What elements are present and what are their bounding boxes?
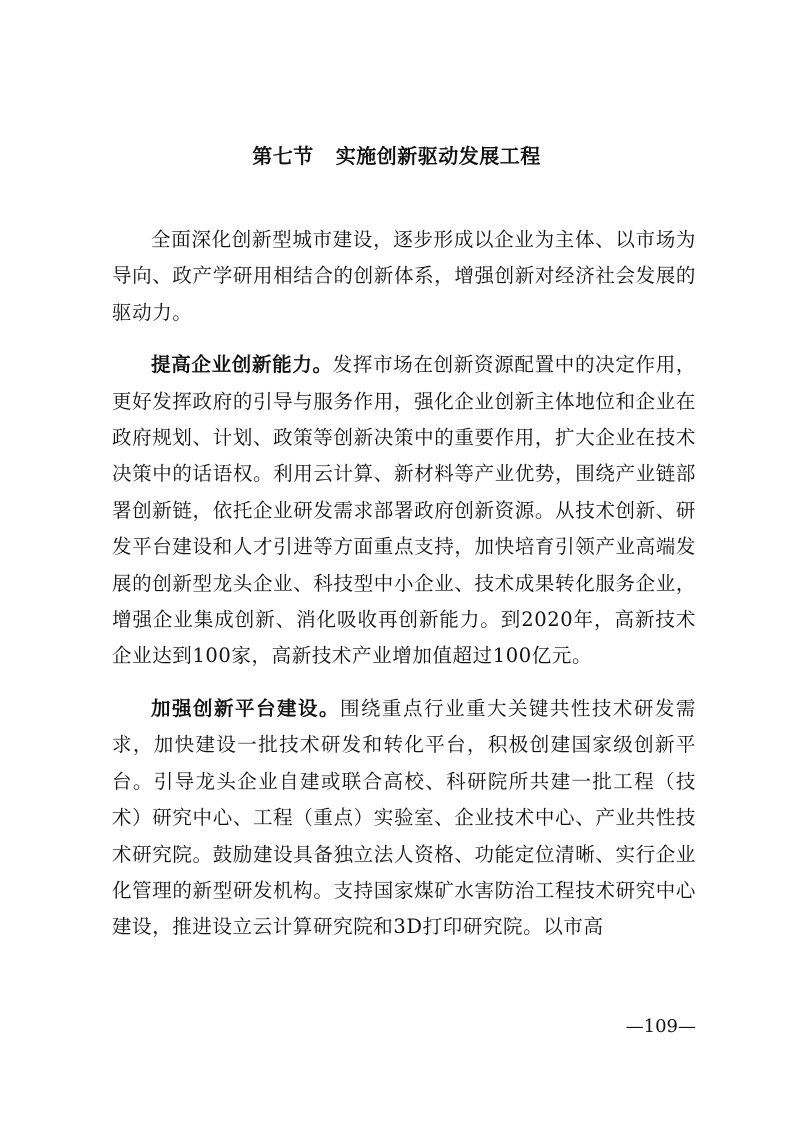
paragraph-text: 发挥市场在创新资源配置中的决定作用，更好发挥政府的引导与服务作用，强化企业创新主体地位和企业在政府规划、计划、政策等创新决策中的重要作用，扩大企业在技术决策中的话语权。利用云计算、新材料等产业优势，围绕产业链部署创新链，依托企业研发需求部署政府创新资源。从技术创新、研发平台建设和人才引进等方面重点支持，加快培育引领产业高端发展的创新型龙头企业、科技型中小企业、技术成果转化服务企业，增强企业集成创新、消化吸收再创新能力。到2020年，高新技术企业达到100家，高新技术产业增加值超过100亿元。 [112,353,696,668]
section-heading [0,140,793,172]
section-number: 第七节 [252,144,314,168]
page-number: —109— [625,1016,696,1037]
paragraph-lead: 提高企业创新能力。 [151,353,333,377]
section-title: 实施创新驱动发展工程 [335,144,541,168]
paragraph-intro [112,222,696,331]
paragraph-text: 全面深化创新型城市建设，逐步形成以企业为主体、以市场为导向、政产学研用相结合的创新体系，增强创新对经济社会发展的驱动力。 [112,228,696,324]
paragraph-enterprise-innovation [112,347,696,675]
paragraph-lead: 加强创新平台建设。 [151,696,340,720]
paragraph-innovation-platform [112,691,696,946]
paragraph-text: 围绕重点行业重大关键共性技术研发需求，加快建设一批技术研发和转化平台，积极创建国家级创新平台。引导龙头企业自建或联合高校、科研院所共建一批工程（技术）研究中心、工程（重点）实验室、企业技术中心、产业共性技术研究院。鼓励建设具备独立法人资格、功能定位清晰、实行企业化管理的新型研发机构。支持国家煤矿水害防治工程技术研究中心建设，推进设立云计算研究院和3D打印研究院。以市高 [112,696,696,939]
body-text [112,222,696,962]
